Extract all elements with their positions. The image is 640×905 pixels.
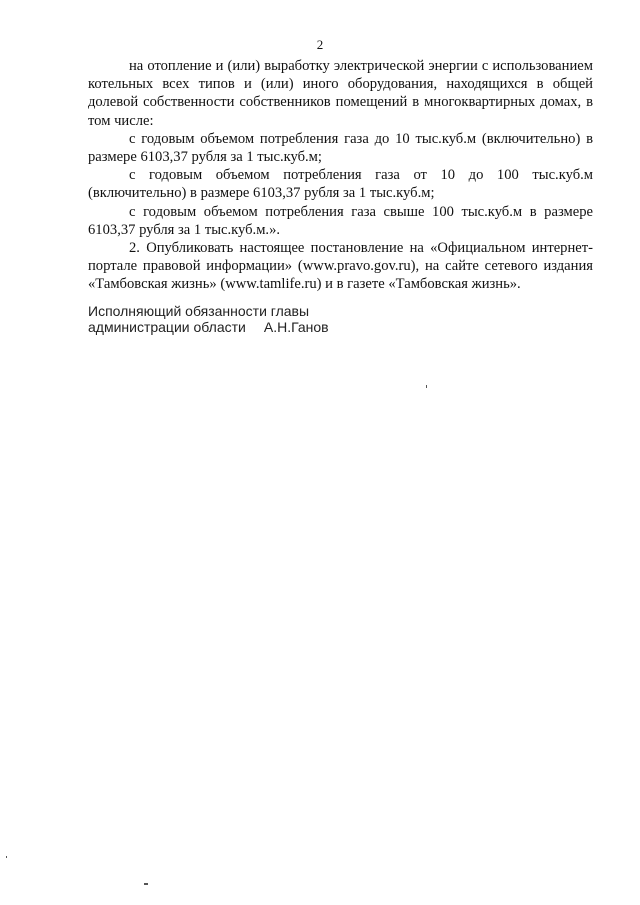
page-number: 2	[316, 37, 324, 52]
paragraph-tier-up-to-10: с годовым объемом потребления газа до 10 тыс.куб.м (включительно) в размере 6103,37 рубля за 1 тыс.куб.м;	[88, 130, 593, 166]
signatory-name: А.Н.Ганов	[263, 319, 329, 335]
signature-block	[88, 303, 329, 335]
paragraph-publication: 2. Опубликовать настоящее постановление на «Официальном интернет-портале правовой информации» (www.pravo.gov.ru), на сайте сетевого издания «Тамбовская жизнь» (www.tamlife.ru) и в газете «Тамбовская жизнь».	[88, 240, 593, 293]
signature-title-text: администрации области	[88, 319, 246, 335]
paragraph-heating: на отопление и (или) выработку электрической энергии с использованием котельных всех типов и (или) иного оборудования, находящихся в общей долевой собственности собственников помещений в многоквартирных домах, в том числе:	[88, 58, 593, 129]
paragraph-tier-10-to-100: с годовым объемом потребления газа от 10 до 100 тыс.куб.м (включительно) в размере 6103,37 рубля за 1 тыс.куб.м;	[88, 167, 593, 202]
scan-speck-icon	[144, 883, 148, 885]
scan-speck-icon	[426, 385, 427, 388]
paragraph-tier-over-100: с годовым объемом потребления газа свыше 100 тыс.куб.м в размере 6103,37 рубля за 1 тыс.куб.м.».	[88, 203, 593, 238]
signature-title-line2	[88, 319, 329, 335]
document-body	[88, 57, 593, 294]
scan-speck-icon	[6, 856, 7, 858]
signature-title-line1: Исполняющий обязанности главы	[88, 303, 310, 319]
